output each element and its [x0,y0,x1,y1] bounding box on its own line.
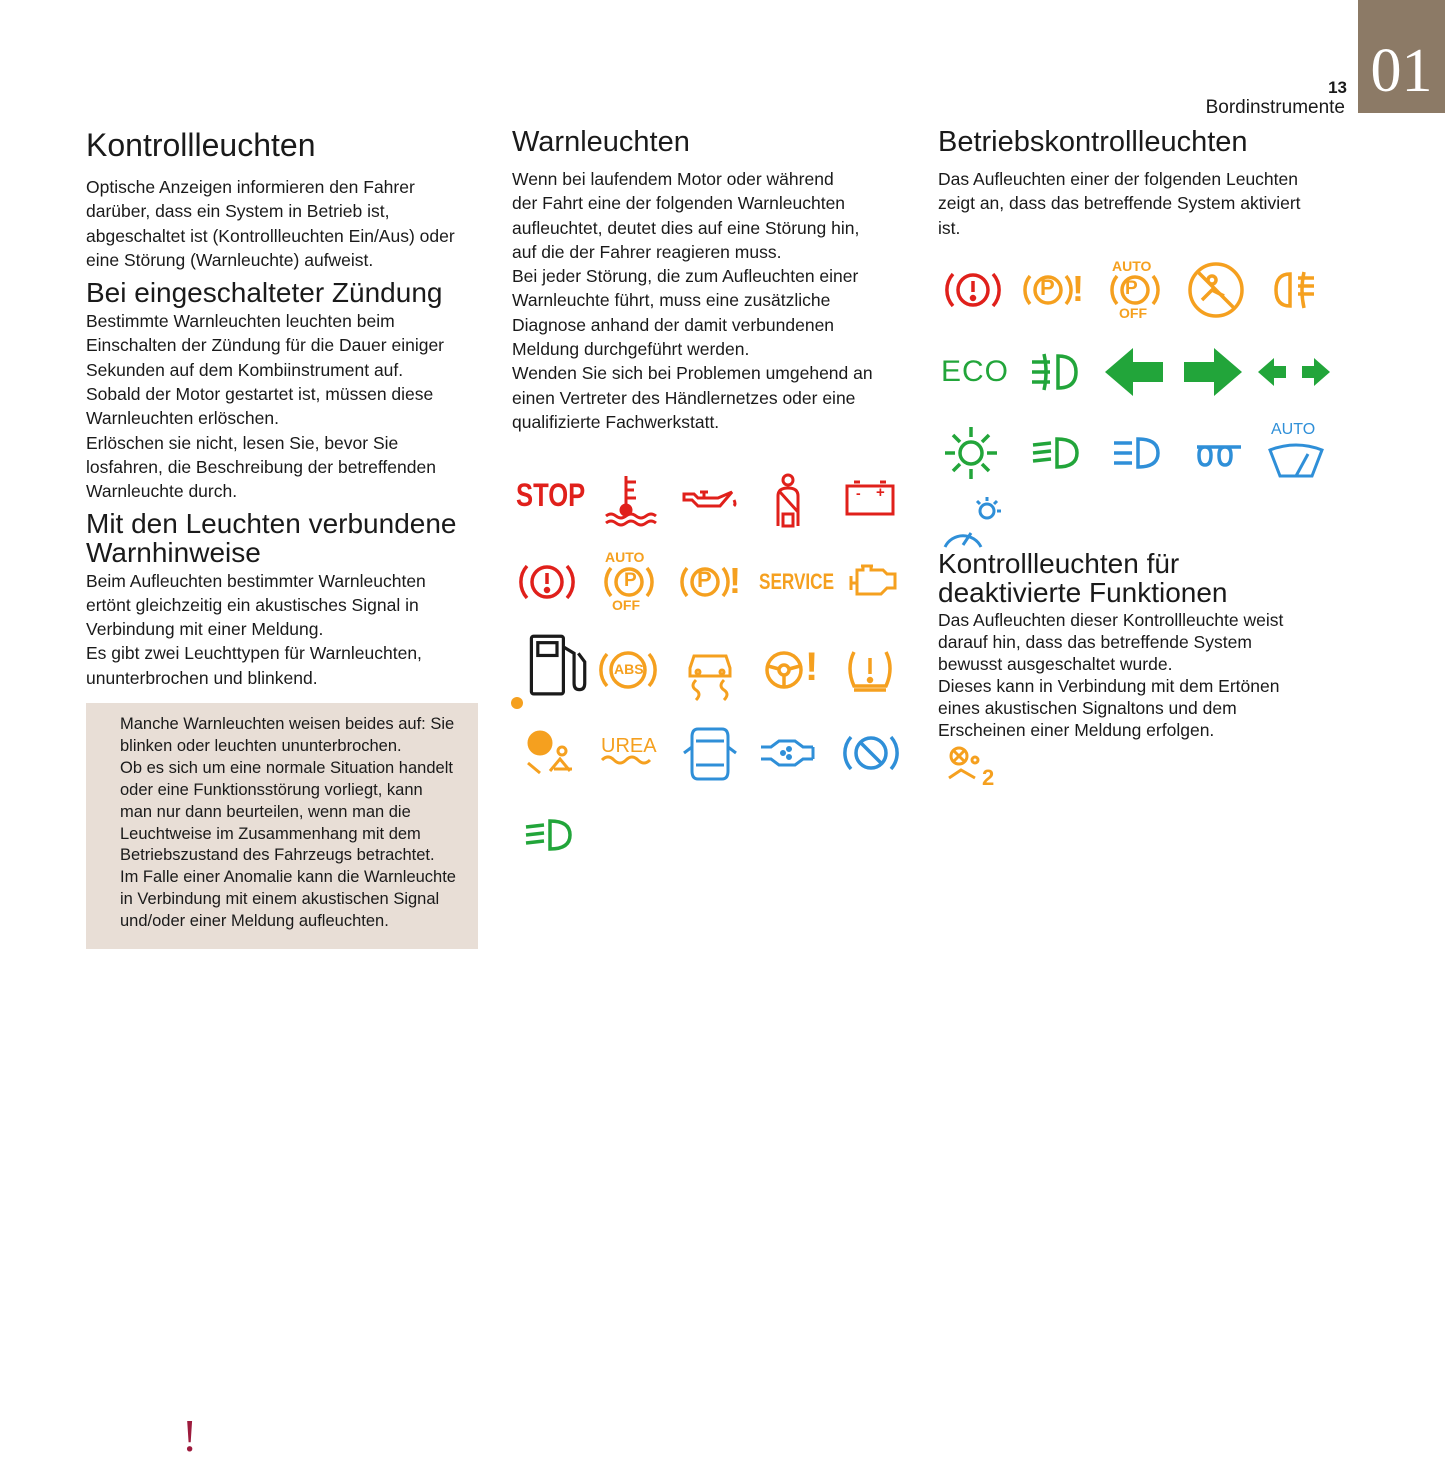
intro-line: eine Störung (Warnleuchte) aufweist. [86,249,374,270]
warn-line: aufleuchtet, deutet dies auf eine Störung hin, [512,217,860,238]
fuel-reserve-dot-icon [511,697,523,709]
betriebs-line: zeigt an, dass das betreffende System aktiviert [938,193,1301,214]
note-line: Betriebszustand des Fahrzeugs betrachtet. [120,846,435,865]
deactivated-line: Das Aufleuchten dieser Kontrollleuchte weist [938,610,1284,630]
c3-parking-excl-label: ! [1072,268,1084,309]
ignition-line: Sobald der Motor gestartet ist, müssen diese [86,384,434,405]
note-line: blinken oder leuchten ununterbrochen. [120,736,402,755]
warn-line: einen Vertreter des Händlernetzes oder eine [512,387,856,408]
warn-line: auf die der Fahrer reagieren muss. [512,241,782,262]
eco-icon: ECO [941,355,1010,388]
steering-excl-label: ! [805,645,819,689]
ignition-line: Erlöschen sie nicht, lesen Sie, bevor Sie [86,432,399,453]
airbag-off-number: 2 [982,765,995,790]
parking-excl-label: ! [729,560,741,601]
intro-line: darüber, dass ein System in Betrieb ist, [86,201,390,222]
warnings-line: Es gibt zwei Leuchttypen für Warnleuchten, [86,643,422,664]
note-line: in Verbindung mit einem akustischen Signal [120,890,440,909]
warnleuchten-text [512,167,912,434]
dipped-beam-icon [520,807,580,867]
ignition-line: Sekunden auf dem Kombiinstrument auf. [86,359,404,380]
warn-line: Wenden Sie sich bei Problemen umgehend an [512,363,873,384]
main-beam-icon [1108,423,1168,483]
ignition-line: Einschalten der Zündung für die Dauer einiger [86,335,444,356]
warnings-text [86,569,486,690]
warnings-line: ertönt gleichzeitig ein akustisches Signal in [86,594,419,615]
note-line: Leuchtweise im Zusammenhang mit dem [120,824,421,843]
note-line: man nur dann beurteilen, wenn man die [120,802,411,821]
rear-fog-light-icon [1268,260,1328,320]
tyre-pressure-icon [840,640,900,700]
betriebs-title: Betriebskontrollleuchten [938,126,1248,158]
deactivated-line: darauf hin, dass das betreffende System [938,632,1252,652]
warn-line: der Fahrt eine der folgenden Warnleuchten [512,193,846,214]
auto-wiper-icon [1266,440,1326,484]
chapter-tab: 01 [1358,0,1445,113]
parking-p-label: P [697,567,712,592]
deactivated-text [938,609,1348,741]
betriebs-line: ist. [938,217,961,238]
warnings-line: Verbindung mit einer Meldung. [86,619,324,640]
warnings-title [86,509,486,567]
warn-line: Wenn bei laufendem Motor oder während [512,169,834,189]
intro-line: abgeschaltet ist (Kontrollleuchten Ein/Aus) oder [86,225,455,246]
deactivated-line: eines akustischen Signaltons und dem [938,698,1237,718]
side-lights-icon [941,423,1001,483]
urea-label: UREA [601,735,657,757]
kontrollleuchten-intro [86,175,486,272]
page-number: 13 [1328,78,1347,97]
betriebs-line: Das Aufleuchten einer der folgenden Leuchten [938,169,1298,189]
brake-red-icon [943,260,1003,320]
c3-auto-label: AUTO [1112,258,1152,274]
auto-wiper-label: AUTO [1271,421,1316,438]
fuel-level-icon [524,632,590,696]
deactivated-section [938,549,1348,741]
warnings-title-line: Warnhinweise [86,536,261,568]
stop-start-icon [841,723,901,783]
c3-auto-p-label: P [1125,278,1138,299]
deactivated-title-line: deaktivierte Funktionen [938,577,1228,608]
engine-check-icon [843,552,903,612]
coolant-temperature-icon [600,470,660,530]
c3-off-label: OFF [1119,305,1147,321]
off-label: OFF [612,597,640,613]
note-line: Manche Warnleuchten weisen beides auf: Sie [120,715,455,733]
column-warnleuchten [512,127,912,434]
abs-label: ABS [614,661,644,677]
warn-line: qualifizierte Fachwerkstatt. [512,411,720,432]
turn-left-icon [1103,342,1165,402]
ignition-line: Warnleuchten erlöschen. [86,408,279,429]
ignition-line: Warnleuchte durch. [86,481,238,502]
warn-line: Diagnose anhand der damit verbundenen [512,314,835,335]
battery-plus-label: + [876,484,885,501]
esp-skid-icon [680,640,740,700]
airbag-off-icon [1186,260,1246,320]
warnings-line: ununterbrochen und blinkend. [86,667,318,688]
battery-minus-label: - [856,485,861,501]
brake-system-icon [517,552,577,612]
warnleuchten-title: Warnleuchten [512,126,690,158]
ignition-line: losfahren, die Beschreibung der betreffenden [86,456,436,477]
warn-line: Bei jeder Störung, die zum Aufleuchten einer [512,266,859,287]
deactivated-line: Erscheinen einer Meldung erfolgen. [938,720,1215,740]
warnings-title-line: Mit den Leuchten verbundene [86,507,457,539]
deactivated-line: bewusst ausgeschaltet wurde. [938,654,1173,674]
section-name: Bordinstrumente [1205,97,1345,118]
ignition-line: Bestimmte Warnleuchten leuchten beim [86,311,395,332]
column-betriebskontrollleuchten [938,127,1348,240]
front-fog-light-icon [1024,342,1084,402]
note-line: oder eine Funktionsstörung vorliegt, kann [120,780,423,799]
deactivated-title-line: Kontrollleuchten für [938,548,1180,579]
auto-p-label: P [624,570,637,591]
battery-icon [840,470,900,530]
warnings-line: Beim Aufleuchten bestimmter Warnleuchten [86,570,426,591]
warn-line: Meldung durchgeführt werden. [512,339,750,360]
warn-line: Warnleuchte führt, muss eine zusätzliche [512,290,831,311]
service-icon: SERVICE [759,569,835,594]
note-line: Im Falle einer Anomalie kann die Warnleuchte [120,868,456,887]
note-text [120,714,476,933]
deactivated-line: Dieses kann in Verbindung mit dem Ertönen [938,676,1280,696]
ignition-title: Bei eingeschalteter Zündung [86,277,443,309]
kontrollleuchten-title: Kontrollleuchten [86,127,316,163]
turn-right-icon [1182,342,1244,402]
column-kontrollleuchten [86,127,486,690]
urea-wave-icon [600,752,660,768]
seatbelt-icon [758,470,818,530]
oil-pressure-icon [680,470,740,530]
airbag-icon [520,725,580,785]
preheating-icon [1189,423,1249,483]
hazard-indicator-icon [1256,342,1332,402]
warning-mark-icon: ! [182,1410,198,1461]
betriebs-text [938,167,1348,240]
cruise-control-icon [941,495,1001,555]
note-line: Ob es sich um eine normale Situation handelt [120,758,453,777]
note-line: und/oder einer Meldung aufleuchten. [120,912,389,931]
dipped-beam-green-icon [1027,423,1087,483]
ignition-text [86,309,486,503]
c3-parking-p-label: P [1040,275,1055,300]
deactivated-title [938,549,1348,607]
door-open-icon [680,723,740,783]
intro-line: Optische Anzeigen informieren den Fahrer [86,177,415,197]
particle-filter-icon [757,723,817,783]
stop-warning-icon: STOP [516,477,586,513]
auto-label: AUTO [605,549,645,565]
